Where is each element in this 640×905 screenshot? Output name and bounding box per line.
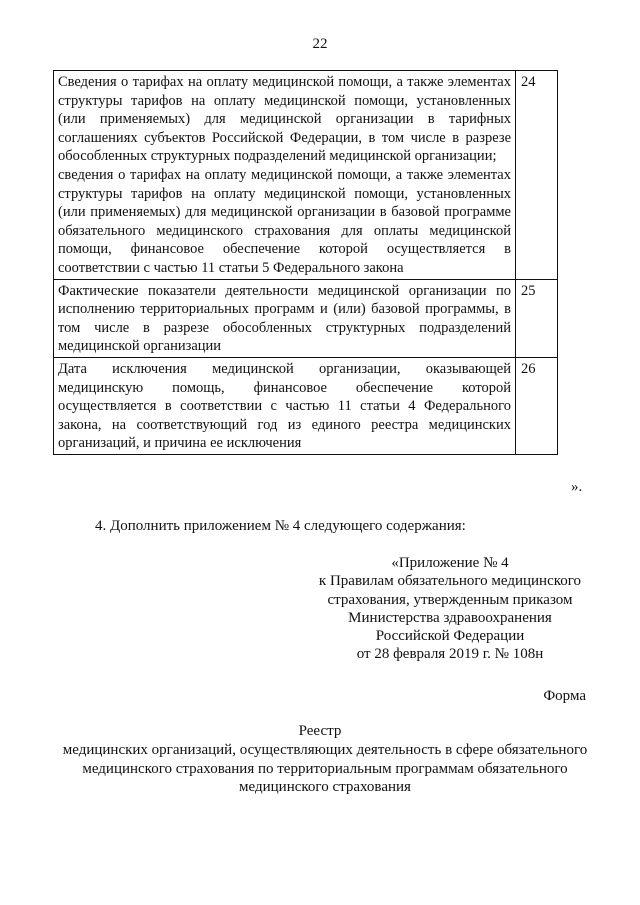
appendix-line: к Правилам обязательного медицинского (318, 573, 582, 590)
closing-quote: ». (571, 479, 583, 495)
page-number: 22 (312, 36, 328, 52)
appendix-header (290, 554, 610, 664)
appendix-line: страхования, утвержденным приказом (327, 591, 573, 608)
table-cell-paragraph: Фактические показатели деятельности медицинской организации по исполнению территориальных программ и (или) базовой программы, в том числе в разрезе обособленных структурных подразделений медицинской организации (58, 282, 511, 355)
register-subtitle-line: медицинского страхования по территориальным программам обязательного (82, 760, 568, 777)
form-label: Форма (543, 688, 586, 704)
appendix-line: «Приложение № 4 (391, 555, 509, 571)
instruction-paragraph: 4. Дополнить приложением № 4 следующего содержания: (95, 518, 466, 534)
appendix-line: от 28 февраля 2019 г. № 108н (356, 646, 544, 663)
appendix-line: Российской Федерации (375, 628, 525, 645)
info-table (53, 70, 558, 455)
register-subtitle-line: медицинского страхования (239, 779, 411, 795)
table-cell-number: 24 (516, 71, 558, 280)
appendix-line: Министерства здравоохранения (348, 609, 552, 626)
table-row (54, 71, 558, 280)
register-subtitle-line: медицинских организаций, осуществляющих деятельность в сфере обязательного (62, 742, 588, 758)
table-cell-paragraph: Дата исключения медицинской организации, оказывающей медицинскую помощь, финансовое обеспечение которой осуществляется в соответствии с частью 11 статьи 4 Федерального закона, на соответствующий год из единого реестра медицинских организаций, и причина ее исключения (58, 360, 511, 452)
table-cell-paragraph: сведения о тарифах на оплату медицинской помощи, а также элементах структуры тарифов на оплату медицинской помощи, установленных (или применяемых) для медицинской организации в базовой программе обязательного медицинского страхования для оплаты медицинской помощи, финансовое обеспечение которой осуществляется в соответствии с частью 11 статьи 5 Федерального закона (58, 166, 511, 276)
register-title: Реестр (298, 723, 342, 739)
table-cell-description (54, 279, 516, 357)
table-cell-number: 26 (516, 357, 558, 454)
table-cell-number: 25 (516, 279, 558, 357)
table-cell-paragraph: Сведения о тарифах на оплату медицинской помощи, а также элементах структуры тарифов на оплату медицинской помощи, установленных (или применяемых) для медицинской организации в тарифных соглашениях субъектов Российской Федерации, в том числе в разрезе обособленных структурных подразделений медицинской организации; (58, 74, 511, 165)
table-row (54, 279, 558, 357)
table-row (54, 357, 558, 454)
table-cell-description (54, 357, 516, 454)
table-cell-description (54, 71, 516, 280)
register-subtitle (40, 741, 610, 797)
